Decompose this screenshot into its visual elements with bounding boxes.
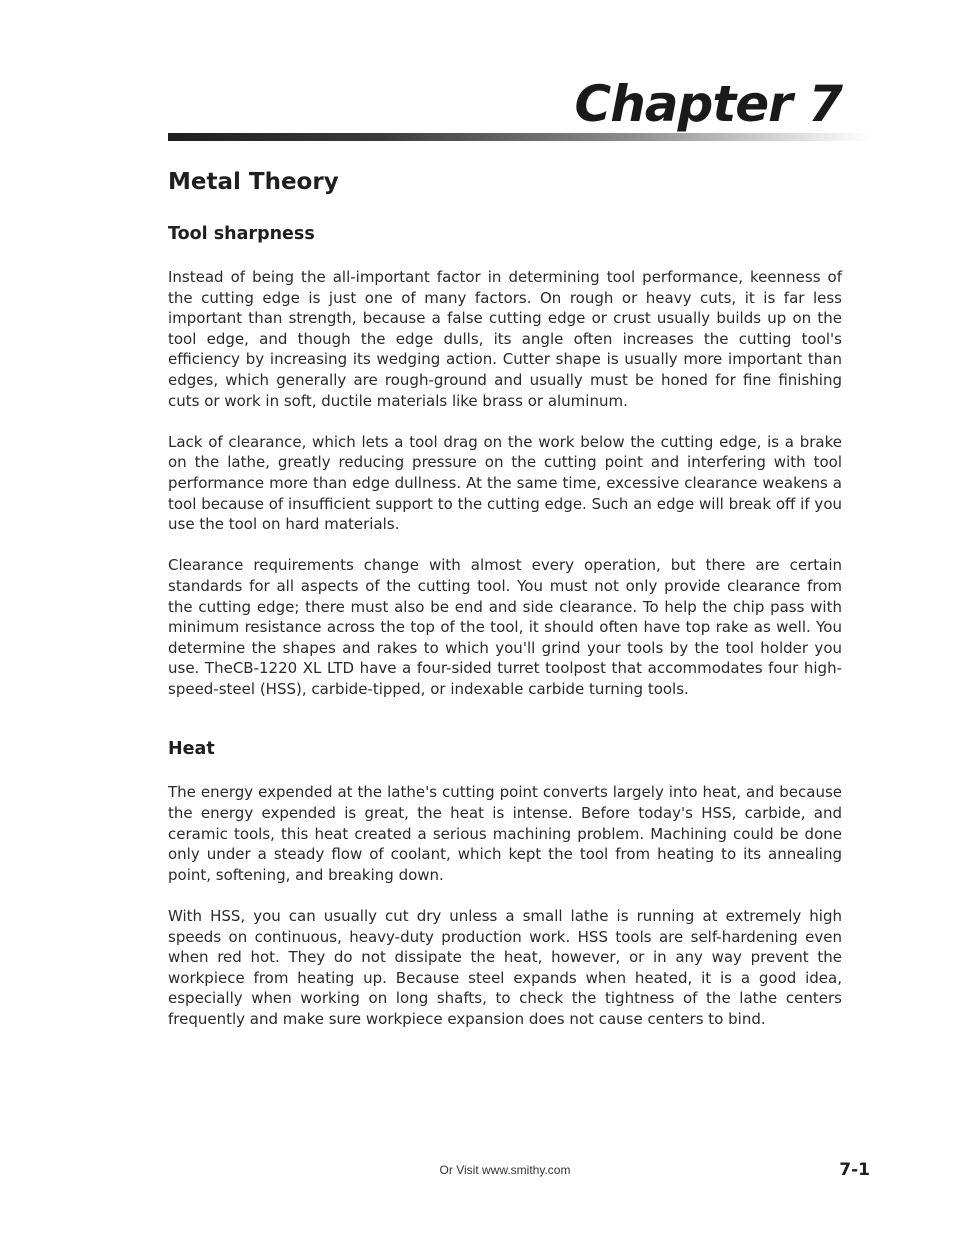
paragraph: Clearance requirements change with almost every operation, but there are certain standards for all aspects of the cutting tool. You must not only provide clearance from the cutting edge; there must also be end and side clearance. To help the chip pass with minimum resistance across the top of the tool, it should often have top rake as well. You determine the shapes and rakes to which you'll grind your tools by the tool holder you use. TheCB-1220 XL LTD have a four-sided turret toolpost that accommodates four high-speed-steel (HSS), carbide-tipped, or indexable carbide turning tools. bbox=[168, 556, 842, 698]
footer-website-link[interactable]: Or Visit www.smithy.com bbox=[439, 1163, 571, 1177]
paragraph: The energy expended at the lathe's cutting point converts largely into heat, and because the energy expended is great, the heat is intense. Before today's HSS, carbide, and ceramic tools, this heat created a serious machining problem. Machining could be done only under a steady flow of coolant, which kept the tool from heating to its annealing point, softening, and breaking down. bbox=[168, 783, 842, 884]
paragraph: Instead of being the all-important factor in determining tool performance, keenness of the cutting edge is just one of many factors. On rough or heavy cuts, it is far less important than strength, because a false cutting edge or crust usually builds up on the tool edge, and though the edge dulls, its angle often increases the cutting tool's efficiency by increasing its wedging action. Cutter shape is usually more important than edges, which generally are rough-ground and usually must be honed for fine finishing cuts or work in soft, ductile materials like brass or aluminum. bbox=[168, 268, 842, 410]
page-number: 7-1 bbox=[839, 1160, 870, 1180]
section-title: Metal Theory bbox=[168, 169, 339, 195]
subsection-title-tool-sharpness: Tool sharpness bbox=[168, 224, 315, 244]
paragraph: Lack of clearance, which lets a tool drag on the work below the cutting edge, is a brake on the lathe, greatly reducing pressure on the cutting point and interfering with tool performance more than edge dullness. At the same time, excessive clearance weakens a tool because of insufficient support to the cutting edge. Such an edge will break off if you use the tool on hard materials. bbox=[168, 432, 842, 534]
paragraph: With HSS, you can usually cut dry unless a small lathe is running at extremely high speeds on continuous, heavy-duty production work. HSS tools are self-hardening even when red hot. They do not dissipate the heat, however, or in any way prevent the workpiece from heating up. Because steel expands when heated, it is a good idea, especially when working on long shafts, to check the tightness of the lathe centers frequently and make sure workpiece expansion does not cause centers to bind. bbox=[168, 907, 842, 1028]
subsection-title-heat: Heat bbox=[168, 739, 215, 760]
chapter-title: Chapter 7 bbox=[574, 75, 842, 133]
page-content bbox=[168, 164, 842, 1030]
chapter-title-rule bbox=[168, 133, 870, 141]
